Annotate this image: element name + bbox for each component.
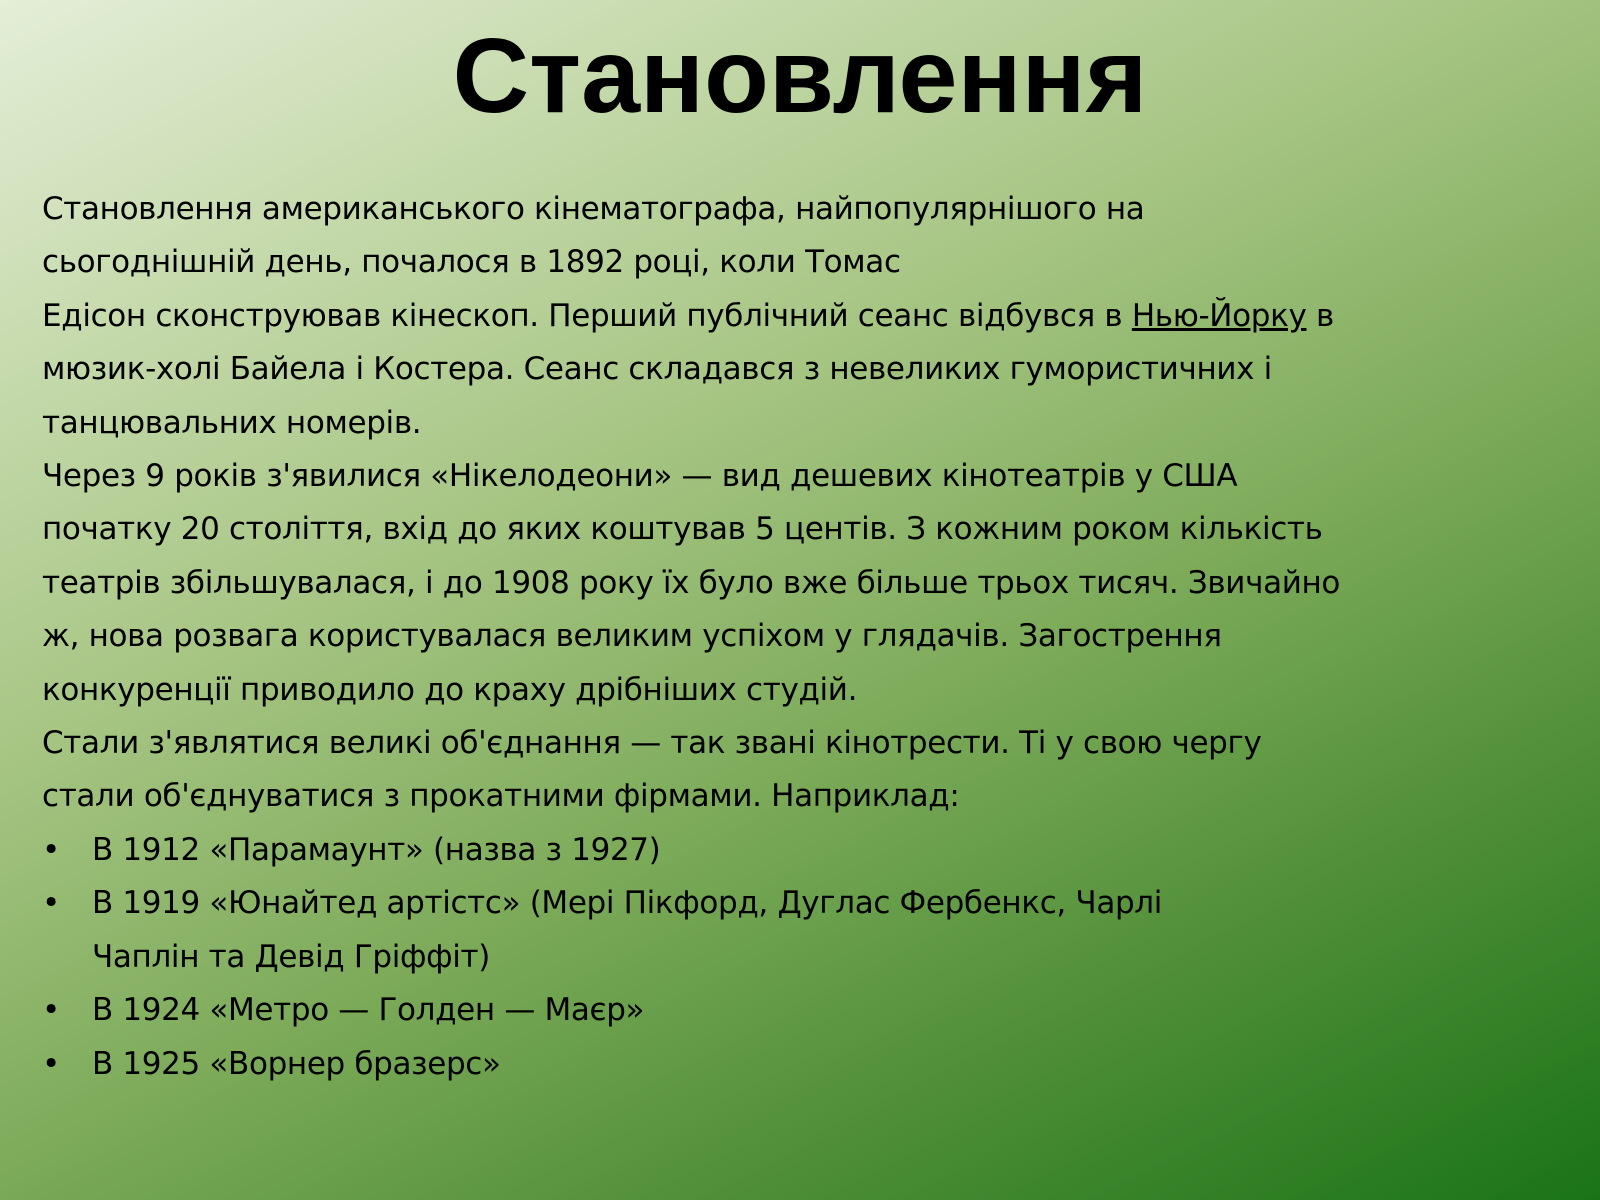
paragraph-line: Через 9 років з'явилися «Нікелодеони» — вид дешевих кінотеатрів у США (42, 458, 1238, 495)
paragraph-line: конкуренції приводило до краху дрібніших студій. (42, 671, 858, 708)
bullet-item (42, 984, 1562, 1037)
studios-bullet-list (42, 824, 1562, 1091)
paragraph-line: стали об'єднуватися з прокатними фірмами. Наприклад: (42, 778, 960, 815)
paragraph-line: танцювальних номерів. (42, 404, 422, 441)
paragraph-film-trusts (42, 717, 1562, 824)
paragraph-line: початку 20 століття, вхід до яких коштував 5 центів. З кожним роком кількість (42, 511, 1323, 548)
paragraph-history-intro (42, 183, 1562, 450)
paragraph-line-with-link (42, 290, 1562, 343)
bullet-text: В 1924 «Метро — Голден — Маєр» (92, 992, 645, 1029)
slide-title: Становлення (452, 17, 1148, 135)
slide-body (42, 183, 1562, 1091)
paragraph-line: Стали з'являтися великі об'єднання — так звані кінотрести. Ті у свою чергу (42, 725, 1262, 762)
bullet-text: В 1912 «Парамаунт» (назва з 1927) (92, 831, 661, 868)
bullet-icon: • (42, 992, 60, 1029)
paragraph-line: сьогоднішній день, почалося в 1892 році, коли Томас (42, 244, 901, 281)
paragraph-nickelodeons (42, 450, 1562, 717)
paragraph-text: Едісон сконструював кінескоп. Перший публічний сеанс відбувся в (42, 297, 1132, 334)
bullet-text: В 1919 «Юнайтед артістс» (Мері Пікфорд, Дуглас Фербенкс, Чарлі (92, 885, 1163, 922)
paragraph-line: ж, нова розвага користувалася великим успіхом у глядачів. Загострення (42, 618, 1222, 655)
bullet-text: В 1925 «Ворнер бразерс» (92, 1045, 501, 1082)
paragraph-line: мюзик-холі Байела і Костера. Сеанс складався з невеликих гумористичних і (42, 351, 1272, 388)
paragraph-line: Становлення американського кінематографа, найпопулярнішого на (42, 191, 1145, 227)
paragraph-text: в (1306, 297, 1334, 334)
bullet-icon: • (42, 1045, 60, 1082)
bullet-item (42, 824, 1562, 877)
paragraph-line: театрів збільшувалася, і до 1908 року їх було вже більше трьох тисяч. Звичайно (42, 564, 1341, 601)
bullet-text-continuation: Чаплін та Девід Гріффіт) (92, 938, 491, 975)
bullet-icon: • (42, 885, 60, 922)
bullet-item (42, 1038, 1562, 1091)
bullet-icon: • (42, 831, 60, 868)
bullet-item (42, 877, 1562, 984)
new-york-link[interactable]: Нью-Йорку (1131, 297, 1307, 334)
